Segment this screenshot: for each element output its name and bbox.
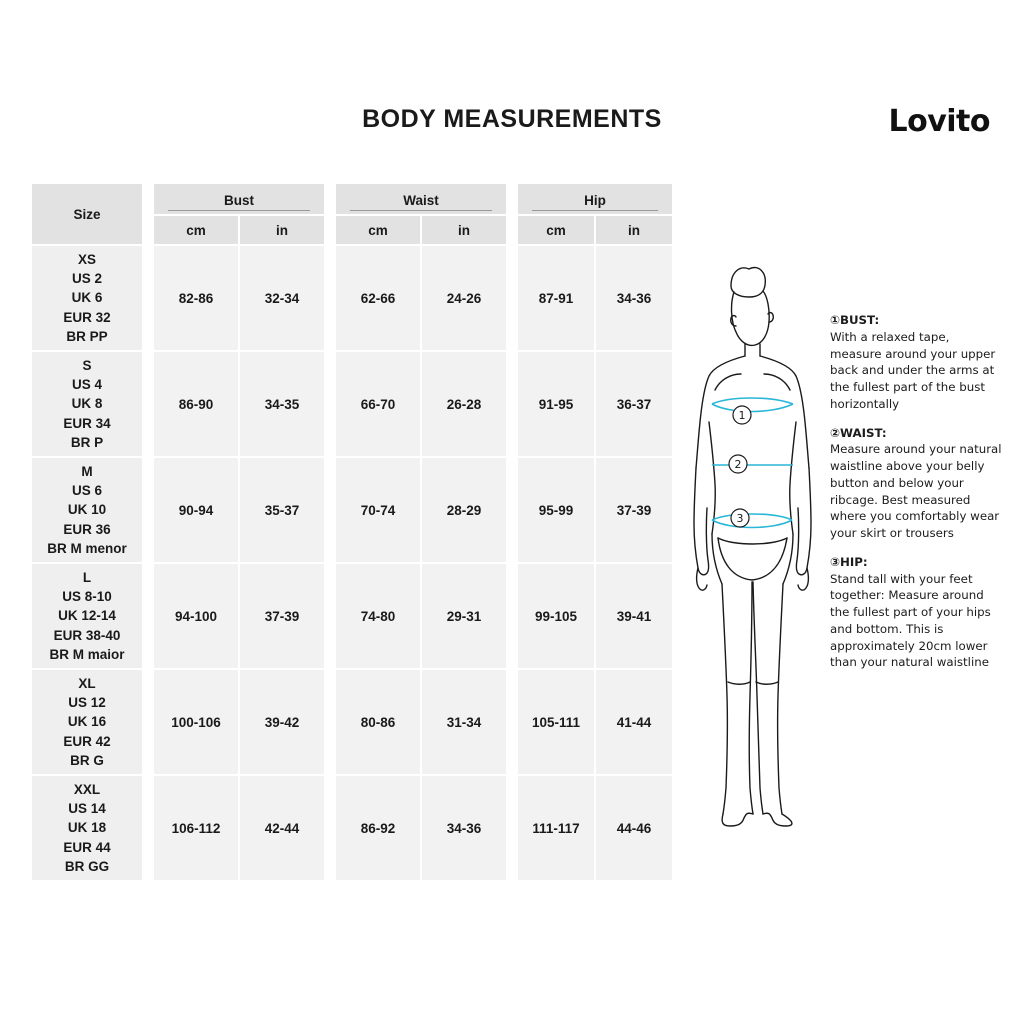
size-line: XL — [78, 676, 96, 692]
table-header-row — [32, 184, 672, 214]
size-line: UK 6 — [71, 290, 103, 306]
header-group-hip — [518, 184, 672, 214]
cell-waist-in: 34-36 — [422, 776, 506, 880]
header-bust-in: in — [240, 216, 324, 244]
measurement-notes — [830, 312, 1002, 683]
spacer — [326, 184, 334, 244]
size-line: US 14 — [68, 801, 106, 817]
cell-bust-in: 37-39 — [240, 564, 324, 668]
page-title: BODY MEASUREMENTS — [362, 105, 662, 133]
cell-hip-in: 44-46 — [596, 776, 672, 880]
cell-bust-cm: 82-86 — [154, 246, 238, 350]
hip-line — [712, 520, 792, 528]
cell-bust-in: 34-35 — [240, 352, 324, 456]
size-line: BR G — [70, 752, 104, 768]
body-figure — [668, 252, 818, 832]
marker-2-label: 2 — [734, 458, 742, 471]
note-bust — [830, 312, 1002, 413]
size-line: S — [82, 358, 92, 374]
cell-bust-cm: 94-100 — [154, 564, 238, 668]
cell-hip-cm: 91-95 — [518, 352, 594, 456]
cell-waist-cm: 70-74 — [336, 458, 420, 562]
spacer — [326, 352, 334, 456]
size-label-cell — [32, 670, 142, 774]
header-group-bust-label: Bust — [168, 187, 310, 211]
table-row — [32, 458, 672, 562]
spacer — [508, 776, 516, 880]
size-line: EUR 36 — [63, 521, 111, 537]
size-line: BR PP — [66, 328, 108, 344]
spacer — [508, 564, 516, 668]
size-line: UK 16 — [67, 714, 107, 730]
table-row — [32, 352, 672, 456]
header-waist-cm: cm — [336, 216, 420, 244]
note-waist — [830, 425, 1002, 542]
marker-3-label: 3 — [736, 512, 744, 525]
table-row — [32, 246, 672, 350]
header-group-bust — [154, 184, 324, 214]
cell-bust-cm: 86-90 — [154, 352, 238, 456]
cell-waist-cm: 86-92 — [336, 776, 420, 880]
spacer — [144, 458, 152, 562]
size-label-cell — [32, 564, 142, 668]
cell-waist-in: 26-28 — [422, 352, 506, 456]
size-line: US 8-10 — [62, 589, 112, 605]
note-bust-title: ①BUST: — [830, 313, 880, 327]
cell-bust-cm: 90-94 — [154, 458, 238, 562]
size-line: UK 8 — [71, 396, 103, 412]
cell-bust-cm: 100-106 — [154, 670, 238, 774]
size-line: BR M menor — [47, 540, 127, 556]
bust-line — [712, 404, 793, 412]
body-figure-svg — [668, 252, 818, 832]
spacer — [508, 246, 516, 350]
header-group-waist — [336, 184, 506, 214]
spacer — [326, 458, 334, 562]
cell-bust-cm: 106-112 — [154, 776, 238, 880]
header-group-waist-label: Waist — [350, 187, 492, 211]
note-waist-title: ②WAIST: — [830, 425, 887, 440]
size-line: BR GG — [64, 858, 110, 874]
cell-hip-cm: 111-117 — [518, 776, 594, 880]
size-line: US 4 — [71, 377, 102, 393]
header-hip-cm: cm — [518, 216, 594, 244]
cell-waist-cm: 74-80 — [336, 564, 420, 668]
note-hip — [830, 554, 1002, 671]
note-bust-body: With a relaxed tape, measure around your upper back and under the arms at the fullest part of the bust horizontally — [830, 329, 996, 411]
cell-bust-in: 35-37 — [240, 458, 324, 562]
size-line: BR P — [70, 434, 104, 450]
measurement-lines — [712, 398, 793, 528]
size-line: EUR 38-40 — [53, 627, 121, 643]
spacer — [326, 246, 334, 350]
cell-hip-in: 41-44 — [596, 670, 672, 774]
size-line: BR M maior — [49, 646, 125, 662]
spacer — [144, 184, 152, 244]
header-group-hip-label: Hip — [532, 187, 658, 211]
size-label-cell — [32, 246, 142, 350]
cell-bust-in: 39-42 — [240, 670, 324, 774]
cell-waist-cm: 62-66 — [336, 246, 420, 350]
spacer — [144, 564, 152, 668]
size-line: L — [82, 570, 92, 586]
header-bust-cm: cm — [154, 216, 238, 244]
spacer — [508, 352, 516, 456]
cell-waist-cm: 66-70 — [336, 352, 420, 456]
spacer — [144, 670, 152, 774]
size-line: M — [81, 464, 93, 480]
note-hip-title: ③HIP: — [830, 554, 868, 569]
cell-hip-in: 34-36 — [596, 246, 672, 350]
size-table — [30, 182, 674, 882]
spacer — [144, 246, 152, 350]
cell-waist-in: 29-31 — [422, 564, 506, 668]
cell-hip-in: 37-39 — [596, 458, 672, 562]
spacer — [326, 776, 334, 880]
table-row — [32, 670, 672, 774]
cell-waist-in: 28-29 — [422, 458, 506, 562]
spacer — [508, 184, 516, 244]
size-label-cell — [32, 776, 142, 880]
note-hip-body: Stand tall with your feet together: Measure around the fullest part of your hips and bottom. This is approximately 20cm lower than your natural waistline — [830, 571, 991, 670]
size-label-cell — [32, 352, 142, 456]
cell-waist-in: 24-26 — [422, 246, 506, 350]
header-size: Size — [32, 184, 142, 244]
header-waist-in: in — [422, 216, 506, 244]
spacer — [144, 352, 152, 456]
size-line: XS — [77, 252, 96, 268]
cell-hip-in: 36-37 — [596, 352, 672, 456]
size-line: EUR 42 — [63, 733, 111, 749]
marker-1-label: 1 — [738, 409, 746, 422]
size-line: XXL — [73, 782, 101, 798]
brand-logo: Lovito — [888, 104, 990, 139]
cell-waist-cm: 80-86 — [336, 670, 420, 774]
cell-bust-in: 32-34 — [240, 246, 324, 350]
table-row — [32, 776, 672, 880]
size-line: EUR 32 — [63, 309, 111, 325]
size-line: US 12 — [68, 695, 106, 711]
spacer — [144, 776, 152, 880]
size-label-cell — [32, 458, 142, 562]
size-line: UK 18 — [67, 820, 107, 836]
spacer — [326, 670, 334, 774]
size-line: US 2 — [71, 271, 102, 287]
cell-hip-cm: 99-105 — [518, 564, 594, 668]
size-line: US 6 — [71, 483, 102, 499]
spacer — [508, 458, 516, 562]
size-line: EUR 34 — [63, 415, 111, 431]
note-waist-body: Measure around your natural waistline above your belly button and below your ribcage. Best measured where you comfortably wear your skirt or trousers — [830, 442, 1002, 540]
figure-markers — [729, 406, 751, 527]
cell-hip-cm: 95-99 — [518, 458, 594, 562]
cell-waist-in: 31-34 — [422, 670, 506, 774]
cell-bust-in: 42-44 — [240, 776, 324, 880]
cell-hip-cm: 105-111 — [518, 670, 594, 774]
cell-hip-cm: 87-91 — [518, 246, 594, 350]
spacer — [326, 564, 334, 668]
size-line: UK 12-14 — [58, 608, 116, 624]
spacer — [508, 670, 516, 774]
cell-hip-in: 39-41 — [596, 564, 672, 668]
header-hip-in: in — [596, 216, 672, 244]
size-line: EUR 44 — [63, 839, 111, 855]
size-line: UK 10 — [67, 502, 107, 518]
table-row — [32, 564, 672, 668]
